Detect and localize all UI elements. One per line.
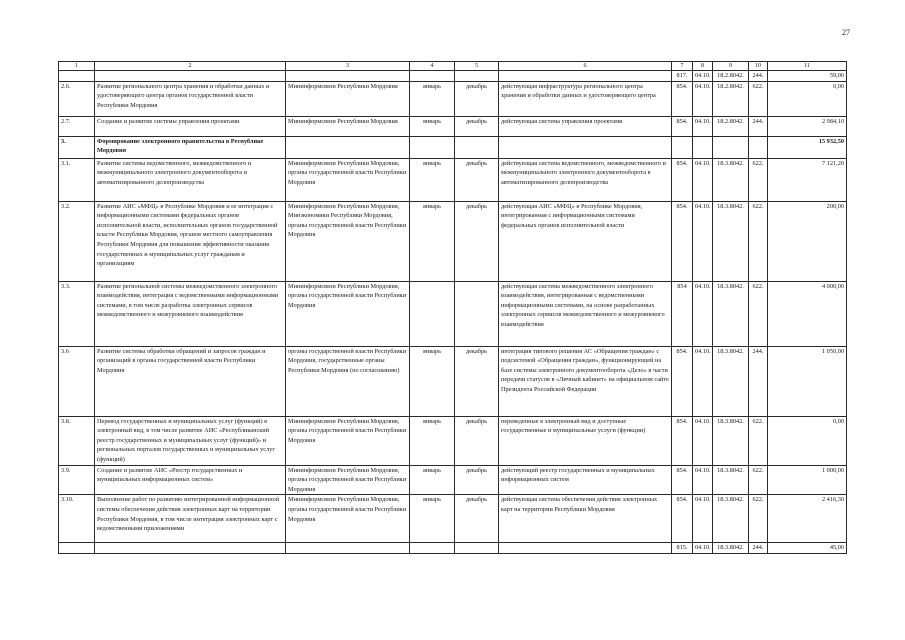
expected-result-cell: действующий реестр государственных и муниципальных информационных систем	[499, 465, 672, 495]
budget-code-csr-cell: 18.3.8042.	[713, 416, 749, 465]
budget-code-rz-cell: 04.10.	[693, 71, 713, 82]
budget-code-csr-cell: 18.3.8042.	[713, 495, 749, 543]
budget-code-vr-cell: 622.	[749, 158, 768, 201]
activity-name-cell	[95, 71, 286, 82]
budget-code-csr-cell	[713, 136, 749, 158]
column-number: 8	[693, 62, 713, 71]
table-row	[59, 543, 847, 554]
column-number: 1	[59, 62, 95, 71]
expected-result-cell: действующая система межведомственного электронного взаимодействия, интегрированная с ведомственными информационными системами, на основе разработанных электронных сервисов межведомственного и межуровневого взаимодействия	[499, 281, 672, 346]
row-number-cell: 3.3.	[59, 281, 95, 346]
activity-name-cell: Создание и развитие АИС «Реестр государственных и муниципальных информационных систем»	[95, 465, 286, 495]
row-number-cell: 3.6	[59, 346, 95, 416]
table-row	[59, 465, 847, 495]
row-number-cell: 2.7.	[59, 116, 95, 136]
activity-name-cell: Создание и развитие системы управления проектами	[95, 116, 286, 136]
activity-name-cell: Развитие АИС «МФЦ» в Республике Мордовия и ее интеграция с информационными системами федеральных органов исполнительной власти, исполнительных органов государственной власти Республики Мордовия, органов местного самоуправления Республики Мордовия для повышения эффективности оказания государственных и муниципальных услуг гражданам и организациям	[95, 201, 286, 281]
expected-result-cell: действующая АИС «МФЦ» в Республике Мордовия, интегрированная с информационными системами федеральных органов исполнительной власти	[499, 201, 672, 281]
start-date-cell: январь	[410, 346, 455, 416]
end-date-cell: декабрь	[455, 495, 499, 543]
budget-code-vr-cell: 244.	[749, 71, 768, 82]
column-number: 3	[286, 62, 410, 71]
column-numbers-row	[59, 62, 847, 71]
column-number: 6	[499, 62, 672, 71]
end-date-cell	[455, 71, 499, 82]
budget-code-rz-cell: 04.10.	[693, 281, 713, 346]
row-number-cell: 3.8.	[59, 416, 95, 465]
row-number-cell: 3.9.	[59, 465, 95, 495]
funding-amount-cell: 15 932,50	[768, 136, 847, 158]
activity-name-cell: Перевод государственных и муниципальных услуг (функций) в электронный вид, в том числе развитие АИС «Республиканский реестр государственных и муниципальных услуг (функций)» и региональных порталов государственных и муниципальных услуг (функций)	[95, 416, 286, 465]
column-number: 9	[713, 62, 749, 71]
responsible-executor-cell: Мининформсвязи Республики Мордовия	[286, 116, 410, 136]
expected-result-cell	[499, 71, 672, 82]
budget-code-rz-cell: 04.10.	[693, 465, 713, 495]
budget-code-rz-cell: 04.10.	[693, 495, 713, 543]
budget-code-vr-cell: 622.	[749, 416, 768, 465]
end-date-cell	[455, 543, 499, 554]
responsible-executor-cell: Мининформсвязи Республики Мордовия, органы государственной власти Республики Мордовия	[286, 158, 410, 201]
column-number: 2	[95, 62, 286, 71]
page-number: 27	[842, 28, 850, 37]
budget-code-gr-cell: 854	[672, 281, 693, 346]
responsible-executor-cell: Мининформсвязи Республики Мордовия, органы государственной власти Республики Мордовия	[286, 416, 410, 465]
budget-code-gr-cell: 854.	[672, 346, 693, 416]
budget-code-csr-cell: 18.3.8042.	[713, 346, 749, 416]
expected-result-cell: действующая инфраструктура регионального центра хранения и обработки данных и удостоверяющего центра	[499, 81, 672, 116]
expected-result-cell: действующая система ведомственного, межведомственного и межмуниципального электронного документооборота в автоматизированного делопроизводства	[499, 158, 672, 201]
budget-code-vr-cell: 622.	[749, 465, 768, 495]
funding-amount-cell: 45,00	[768, 543, 847, 554]
funding-amount-cell: 4 000,00	[768, 281, 847, 346]
budget-code-gr-cell: 854.	[672, 158, 693, 201]
budget-code-csr-cell: 18.3.8042.	[713, 543, 749, 554]
expected-result-cell	[499, 136, 672, 158]
funding-amount-cell: 2 984,10	[768, 116, 847, 136]
budget-code-csr-cell: 18.3.8042.	[713, 201, 749, 281]
start-date-cell	[410, 543, 455, 554]
start-date-cell: январь	[410, 416, 455, 465]
budget-code-vr-cell: 622.	[749, 81, 768, 116]
budget-code-gr-cell: 817.	[672, 71, 693, 82]
budget-code-csr-cell: 18.2.8042.	[713, 71, 749, 82]
responsible-executor-cell: Мининформсвязи Республики Мордовия, органы государственной власти Республики Мордовия	[286, 465, 410, 495]
budget-code-vr-cell: 244.	[749, 543, 768, 554]
budget-code-csr-cell: 18.3.8042.	[713, 158, 749, 201]
budget-code-rz-cell: 04.10.	[693, 81, 713, 116]
budget-code-vr-cell	[749, 136, 768, 158]
responsible-executor-cell: Мининформсвязи Республики Мордовия, органы государственной власти Республики Мордовия	[286, 495, 410, 543]
row-number-cell: 3.1.	[59, 158, 95, 201]
end-date-cell: декабрь	[455, 416, 499, 465]
start-date-cell	[410, 281, 455, 346]
budget-code-vr-cell: 244.	[749, 116, 768, 136]
funding-amount-cell: 0,00	[768, 81, 847, 116]
activity-name-cell: Развитие системы обработки обращений и запросов граждан и организаций в органы государственной власти Республики Мордовия	[95, 346, 286, 416]
table-row	[59, 281, 847, 346]
funding-amount-cell: 1 000,00	[768, 465, 847, 495]
start-date-cell: январь	[410, 465, 455, 495]
row-number-cell: 3.2.	[59, 201, 95, 281]
table-row	[59, 346, 847, 416]
budget-code-rz-cell	[693, 136, 713, 158]
budget-code-vr-cell: 244.	[749, 346, 768, 416]
table-row	[59, 495, 847, 543]
row-number-cell	[59, 71, 95, 82]
budget-code-csr-cell: 18.2.8042.	[713, 116, 749, 136]
budget-code-rz-cell: 04.10.	[693, 346, 713, 416]
budget-code-vr-cell: 622.	[749, 495, 768, 543]
budget-code-rz-cell: 04.10.	[693, 158, 713, 201]
budget-code-rz-cell: 04.10.	[693, 116, 713, 136]
activity-name-cell	[95, 543, 286, 554]
budget-code-gr-cell: 815.	[672, 543, 693, 554]
funding-amount-cell: 7 121,20	[768, 158, 847, 201]
column-number: 4	[410, 62, 455, 71]
budget-code-rz-cell: 04.10.	[693, 416, 713, 465]
budget-code-rz-cell: 04.10.	[693, 201, 713, 281]
expected-result-cell: переведенные в электронный вид и доступные государственные и муниципальные услуги (функции)	[499, 416, 672, 465]
start-date-cell: январь	[410, 158, 455, 201]
activity-name-cell: Развитие регионального центра хранения и обработки данных и удостоверяющего центра органов государственной власти Республики Мордовия	[95, 81, 286, 116]
start-date-cell: январь	[410, 201, 455, 281]
column-number: 11	[768, 62, 847, 71]
start-date-cell: январь	[410, 116, 455, 136]
funding-amount-cell: 200,00	[768, 201, 847, 281]
end-date-cell: декабрь	[455, 81, 499, 116]
end-date-cell: декабрь	[455, 346, 499, 416]
responsible-executor-cell	[286, 71, 410, 82]
table-row	[59, 81, 847, 116]
budget-code-gr-cell: 854.	[672, 465, 693, 495]
activity-name-cell: Развитие системы ведомственного, межведомственного и межмуниципального электронного документооборота и автоматизированного делопроизводства	[95, 158, 286, 201]
funding-amount-cell: 1 050,00	[768, 346, 847, 416]
budget-code-gr-cell: 854.	[672, 81, 693, 116]
budget-code-csr-cell: 18.3.8042.	[713, 281, 749, 346]
program-activities-table	[58, 61, 847, 554]
responsible-executor-cell: органы государственной власти Республики Мордовия, государственные органы Республики Мордовия (по согласованию)	[286, 346, 410, 416]
expected-result-cell	[499, 543, 672, 554]
budget-code-gr-cell: 854.	[672, 116, 693, 136]
end-date-cell	[455, 136, 499, 158]
activity-name-cell: Развитие региональной системы межведомственного электронного взаимодействия, интеграция с ведомственными информационными системами, в том числе разработка электронных сервисов межведомственного и межуровневого взаимодействия	[95, 281, 286, 346]
budget-code-gr-cell	[672, 136, 693, 158]
end-date-cell: декабрь	[455, 465, 499, 495]
budget-code-csr-cell: 18.2.8042.	[713, 81, 749, 116]
budget-code-gr-cell: 854.	[672, 495, 693, 543]
funding-amount-cell: 0,00	[768, 416, 847, 465]
table-row	[59, 71, 847, 82]
expected-result-cell: интеграция типового решения АС «Обращения граждан» с подсистемой «Обращения граждан», функционирующей на базе системы электронного документооборота «Дело» в части передачи статусов в «Личный кабинет» на официальном сайте Президента Российской Федерации	[499, 346, 672, 416]
end-date-cell: декабрь	[455, 158, 499, 201]
table-row	[59, 158, 847, 201]
expected-result-cell: действующая система управления проектами	[499, 116, 672, 136]
responsible-executor-cell: Мининформсвязи Республики Мордовия	[286, 81, 410, 116]
activity-name-cell: Формирование электронного правительства в Республике Мордовия	[95, 136, 286, 158]
table-row	[59, 201, 847, 281]
row-number-cell: 3.	[59, 136, 95, 158]
end-date-cell	[455, 281, 499, 346]
row-number-cell	[59, 543, 95, 554]
start-date-cell	[410, 71, 455, 82]
budget-code-csr-cell: 18.3.8042.	[713, 465, 749, 495]
budget-code-vr-cell: 622.	[749, 281, 768, 346]
responsible-executor-cell	[286, 136, 410, 158]
budget-code-rz-cell: 04.10.	[693, 543, 713, 554]
budget-code-gr-cell: 854.	[672, 201, 693, 281]
table-row	[59, 416, 847, 465]
budget-code-vr-cell: 622.	[749, 201, 768, 281]
budget-code-gr-cell: 854.	[672, 416, 693, 465]
row-number-cell: 3.10.	[59, 495, 95, 543]
funding-amount-cell: 59,00	[768, 71, 847, 82]
funding-amount-cell: 2 416,30	[768, 495, 847, 543]
activity-name-cell: Выполнение работ по развитию интегрированной информационной системы обеспечения действия электронных карт на территории Республики Мордовия, в том числе интеграция электронных карт с ведомственными приложениями	[95, 495, 286, 543]
responsible-executor-cell	[286, 543, 410, 554]
table-row	[59, 136, 847, 158]
column-number: 7	[672, 62, 693, 71]
start-date-cell: январь	[410, 495, 455, 543]
table-row	[59, 116, 847, 136]
column-number: 10	[749, 62, 768, 71]
column-number: 5	[455, 62, 499, 71]
expected-result-cell: действующая система обеспечения действия электронных карт на территории Республики Мордовия	[499, 495, 672, 543]
end-date-cell: декабрь	[455, 116, 499, 136]
row-number-cell: 2.6.	[59, 81, 95, 116]
end-date-cell: декабрь	[455, 201, 499, 281]
start-date-cell	[410, 136, 455, 158]
responsible-executor-cell: Мининформсвязи Республики Мордовия, Минэкономики Республики Мордовия, органы государственной власти Республики Мордовия	[286, 201, 410, 281]
responsible-executor-cell: Мининформсвязи Республики Мордовия, органы государственной власти Республики Мордовия	[286, 281, 410, 346]
start-date-cell: январь	[410, 81, 455, 116]
